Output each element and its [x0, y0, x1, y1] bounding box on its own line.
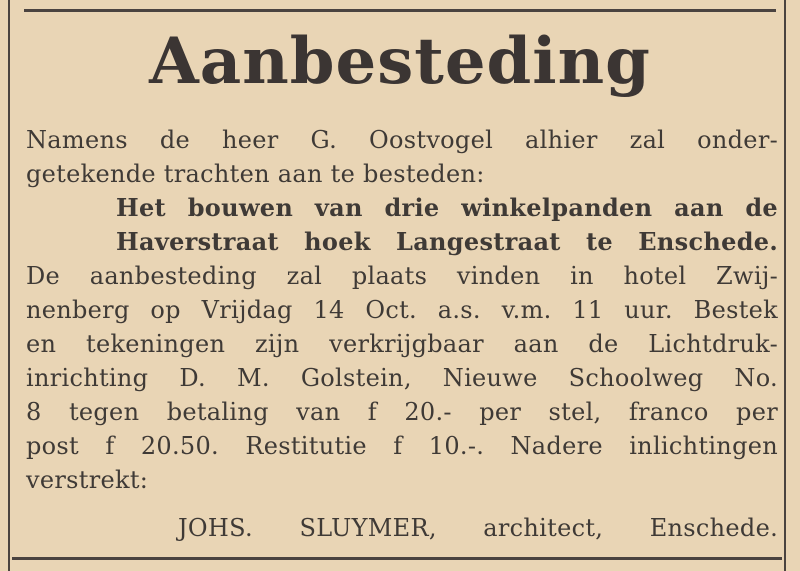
subject-line: Haverstraat hoek Langestraat te Enschede. — [116, 227, 778, 256]
details-line: en tekeningen zijn verkrijgbaar aan de Lichtdruk- — [26, 330, 778, 358]
details-line: inrichting D. M. Golstein, Nieuwe Schoolweg No. — [26, 364, 778, 392]
signature: JOHS. SLUYMER, architect, Enschede. — [178, 514, 778, 542]
details-line: post f 20.50. Restitutie f 10.-. Nadere inlichtingen — [26, 432, 778, 460]
body-line: getekende trachten aan te besteden: — [26, 160, 485, 188]
subject-line: Het bouwen van drie winkelpanden aan de — [116, 193, 778, 222]
details-line: nenberg op Vrijdag 14 Oct. a.s. v.m. 11 uur. Bestek — [26, 296, 778, 324]
bottom-rule — [12, 557, 782, 560]
details-line: De aanbesteding zal plaats vinden in hotel Zwij- — [26, 262, 778, 290]
details-line: verstrekt: — [26, 466, 149, 494]
headline: Aanbesteding — [149, 24, 651, 99]
top-rule — [24, 9, 776, 12]
body-line: Namens de heer G. Oostvogel alhier zal onder- — [26, 126, 778, 154]
details-line: 8 tegen betaling van f 20.- per stel, franco per — [26, 398, 778, 426]
